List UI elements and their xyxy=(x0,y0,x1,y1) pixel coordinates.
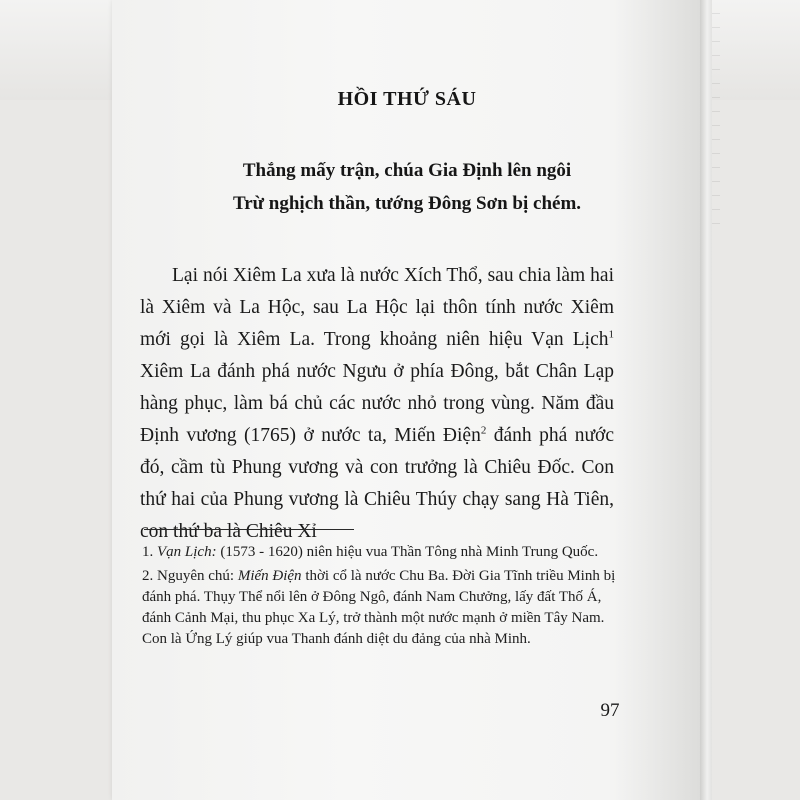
chapter-heading: HỒI THỨ SÁU xyxy=(337,88,477,110)
footnote-2-text: thời cổ là nước Chu Ba. Đời Gia Tĩnh triều Minh bị đánh phá. Thụy Thể nổi lên ở Đông Ngô, đánh Nam Chưởng, lấy đất Thố Á, đánh Cảnh Mại, thu phục Xa Lý, trở thành một nước mạnh ở miền Tây Nam. Con là Ứng Lý giúp vua Thanh đánh diệt du đảng của nhà Minh. xyxy=(142,568,616,647)
footnote-2-number: 2. xyxy=(142,568,154,584)
page-edge xyxy=(700,0,712,800)
footnote-1-text: (1573 - 1620) niên hiệu vua Thần Tông nhà Minh Trung Quốc. xyxy=(216,544,599,560)
footnote-2-term: Miến Điện xyxy=(237,568,302,584)
footnote-1-term: Vạn Lịch: xyxy=(157,544,217,560)
footnote-ref-1: 1 xyxy=(608,328,614,341)
footnote-2 xyxy=(142,566,620,650)
footnote-divider xyxy=(144,529,354,530)
footnote-ref-2: 2 xyxy=(480,424,487,437)
footnote-1 xyxy=(142,542,620,563)
body-text-part-2: Xiêm La đánh phá nước Ngưu ở phía Đông, bắt Chân Lạp hàng phục, làm bá chủ các nước nhỏ trong vùng. Năm đầu Định vương (1765) ở nước ta, Miến Điện xyxy=(140,361,614,446)
page-number: 97 xyxy=(600,700,620,721)
chapter-subtitle-line-1: Thắng mấy trận, chúa Gia Định lên ngôi xyxy=(242,160,572,181)
footnote-1-number: 1. xyxy=(142,544,154,560)
footnote-2-prefix: Nguyên chú: xyxy=(153,568,238,584)
chapter-subtitle-line-2: Trừ nghịch thần, tướng Đông Sơn bị chém. xyxy=(232,193,582,214)
body-text-part-1: Lại nói Xiêm La xưa là nước Xích Thổ, sau chia làm hai là Xiêm và La Hộc, sau La Hộc lại thôn tính nước Xiêm mới gọi là Xiêm La. Trong khoảng niên hiệu Vạn Lịch xyxy=(140,265,614,350)
body-paragraph xyxy=(140,260,614,548)
footnotes xyxy=(142,542,620,653)
body-text-part-3: đánh phá nước đó, cầm tù Phung vương và con trưởng là Chiêu Đốc. Con thứ hai của Phung vương là Chiêu Thúy chạy sang Hà Tiên, con thứ ba là Chiêu Xỉ xyxy=(140,425,614,542)
